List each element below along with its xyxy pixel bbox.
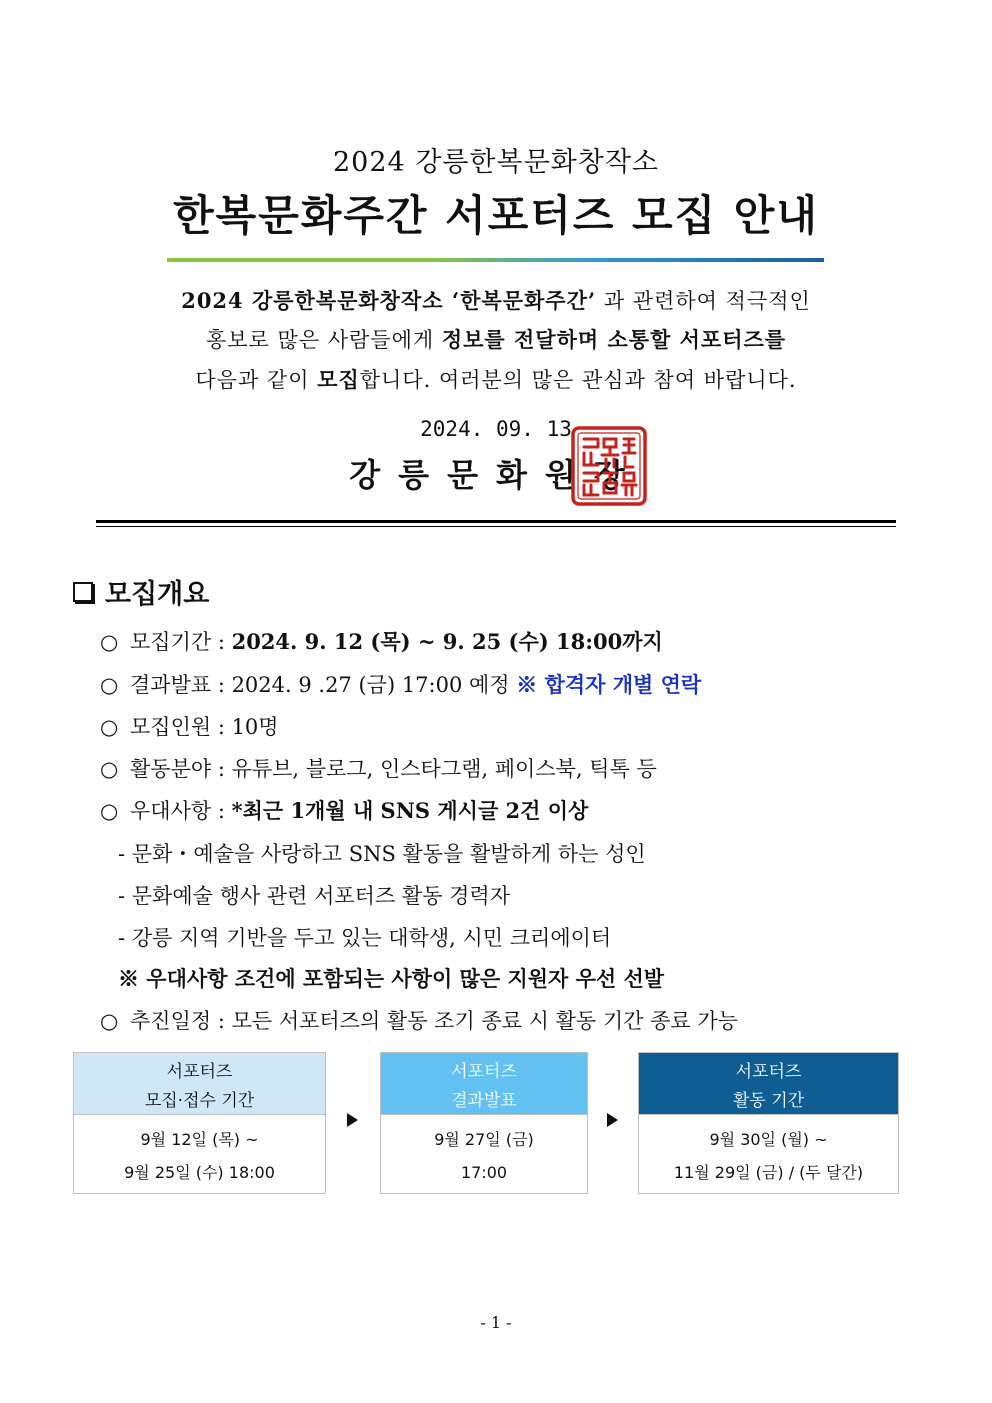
header-divider-thick xyxy=(96,520,896,523)
document-subtitle: 2024 강릉한복문화창작소 xyxy=(332,147,660,178)
page-number: - 1 - xyxy=(480,1313,512,1332)
arrow-right-icon xyxy=(347,1113,358,1127)
step-card-results xyxy=(380,1052,588,1194)
header-divider-thin xyxy=(96,526,896,527)
intro-line-2: 홍보로 많은 사람들에게 정보를 전달하며 소통할 서포터즈를 xyxy=(205,327,787,352)
checkbox-square-icon xyxy=(73,582,93,602)
issue-date: 2024. 09. 13 xyxy=(420,417,572,441)
step-card-recruitment xyxy=(73,1052,326,1194)
step-card-header: 서포터즈 활동 기간 xyxy=(639,1053,898,1114)
step-card-body: 9월 30일 (월) ~ 11월 29일 (금) / (두 달간) xyxy=(639,1114,898,1189)
official-seal-stamp xyxy=(570,425,648,507)
step-card-header: 서포터즈 결과발표 xyxy=(381,1053,587,1114)
schedule-line: ○ 추진일정 : 모든 서포터즈의 활동 조기 종료 시 활동 기간 종료 가능 xyxy=(100,1009,738,1033)
title-underline xyxy=(167,258,824,262)
intro-line-3: 다음과 같이 모집합니다. 여러분의 많은 관심과 참여 바랍니다. xyxy=(195,367,797,392)
step-card-activity xyxy=(638,1052,899,1194)
recruit-period-line: ○ 모집기간 : 2024. 9. 12 (목) ~ 9. 25 (수) 18:00까지 xyxy=(100,629,663,654)
step-card-body: 9월 27일 (금) 17:00 xyxy=(381,1114,587,1189)
result-announcement-line: ○ 결과발표 : 2024. 9 .27 (금) 17:00 예정 ※ 합격자 개별 연락 xyxy=(100,672,702,697)
preference-sub-item: - 강릉 지역 기반을 두고 있는 대학생, 시민 크리에이터 xyxy=(118,926,612,950)
arrow-right-icon xyxy=(607,1113,618,1127)
step-card-body: 9월 12일 (목) ~ 9월 25일 (수) 18:00 xyxy=(74,1114,325,1189)
recruit-count-line: ○ 모집인원 : 10명 xyxy=(100,715,279,739)
preference-note: ※ 우대사항 조건에 포함되는 사항이 많은 지원자 우선 선발 xyxy=(118,966,665,991)
preference-sub-item: - 문화・예술을 사랑하고 SNS 활동을 활발하게 하는 성인 xyxy=(118,842,646,866)
document-title: 한복문화주간 서포터즈 모집 안내 xyxy=(173,191,819,240)
intro-line-1: 2024 강릉한복문화창작소 ‘한복문화주간’ 과 관련하여 적극적인 xyxy=(181,288,811,313)
preference-line: ○ 우대사항 : *최근 1개월 내 SNS 게시글 2건 이상 xyxy=(100,798,589,823)
section-heading: 모집개요 xyxy=(73,572,209,611)
preference-sub-item: - 문화예술 행사 관련 서포터즈 활동 경력자 xyxy=(118,884,511,908)
step-card-header: 서포터즈 모집·접수 기간 xyxy=(74,1053,325,1114)
issuer-name: 강릉문화원장 xyxy=(349,456,643,494)
activity-field-line: ○ 활동분야 : 유튜브, 블로그, 인스타그램, 페이스북, 틱톡 등 xyxy=(100,757,657,781)
